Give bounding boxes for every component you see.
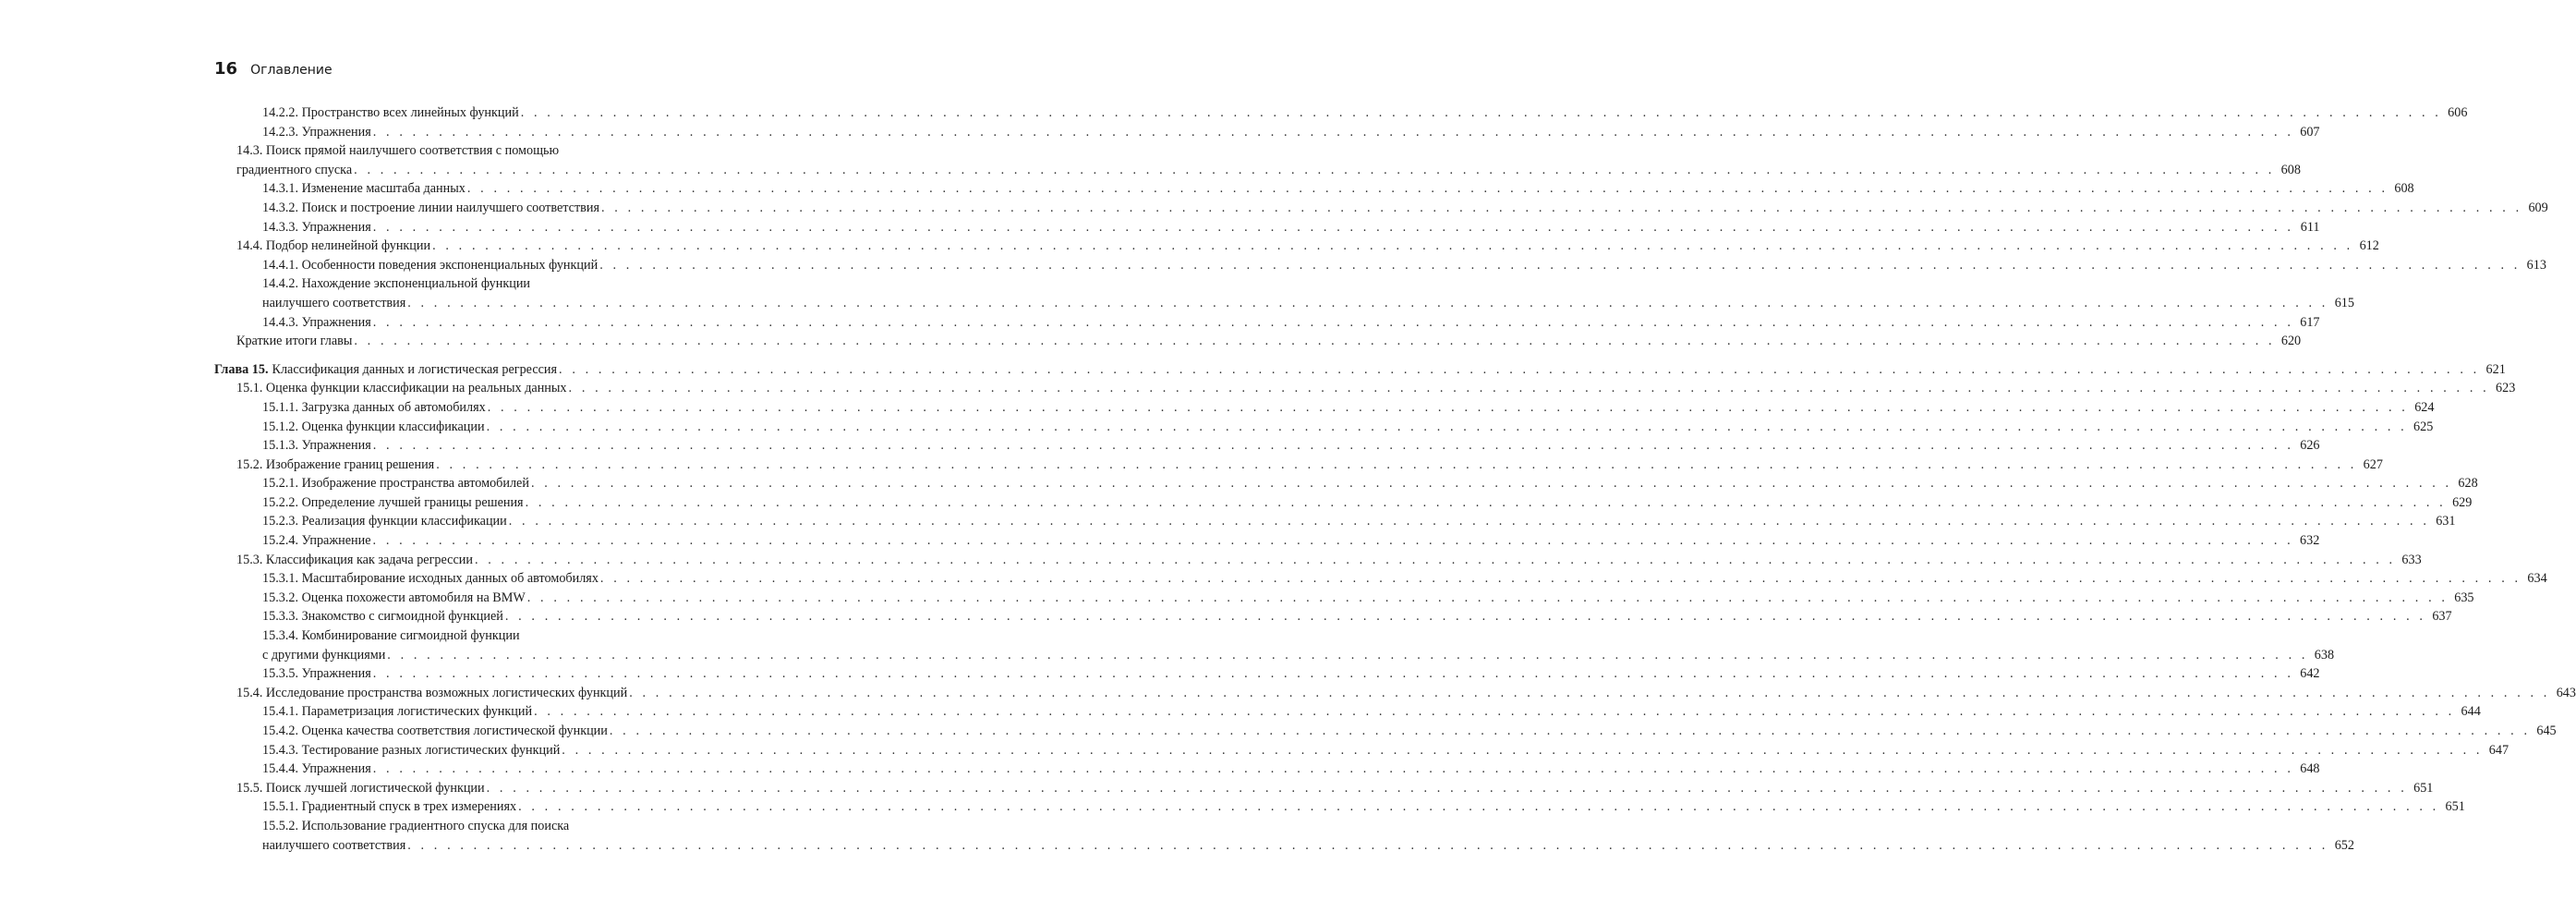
toc-page-number: 623 [2496, 381, 2516, 396]
toc-entry-line [262, 199, 2548, 218]
toc-entry-title-wrap [262, 607, 503, 626]
toc-entry-line [262, 836, 2354, 856]
dot-leader [509, 512, 2430, 531]
toc-entry-title-wrap [236, 161, 352, 180]
toc-page-number: 648 [2300, 761, 2320, 777]
toc-entry-line [262, 722, 2557, 741]
toc-entry [214, 313, 2320, 333]
toc-entry-line [262, 760, 2320, 779]
toc-page-number: 647 [2488, 742, 2509, 758]
toc-entry-line [236, 332, 2302, 351]
toc-page-number: 645 [2536, 723, 2557, 738]
toc-page-number: 644 [2461, 704, 2481, 720]
dot-leader [600, 569, 2522, 589]
toc-entry-title-wrap [214, 360, 557, 380]
toc-page-number: 609 [2528, 200, 2548, 215]
toc-entry-title: 14.3.3. Упражнения [262, 219, 371, 235]
toc-entry [214, 179, 2414, 199]
toc-entry-line [262, 418, 2434, 437]
toc-entry-title-line1: 15.5.2. Использование градиентного спуска для поиска [262, 818, 570, 833]
toc-entry [214, 199, 2548, 218]
toc-entry-title-wrap [262, 199, 599, 218]
toc-entry-title-wrap [262, 256, 598, 275]
toc-page-number: 611 [2300, 219, 2320, 235]
page-number: 16 [214, 59, 238, 79]
toc-entry-title: 15.5.1. Градиентный спуск в трех измерениях [262, 799, 517, 815]
dot-leader [467, 179, 2389, 199]
toc-page-number: 628 [2458, 476, 2478, 492]
toc-entry [214, 741, 2509, 760]
toc-entry-line [236, 551, 2422, 570]
toc-entry-title-wrap [262, 760, 371, 779]
toc-page-number: 638 [2314, 647, 2335, 663]
toc-entry-title: 15.2.1. Изображение пространства автомобилей [262, 476, 529, 492]
toc-entry [214, 398, 2435, 418]
dot-leader [373, 531, 2294, 551]
toc-entry-title: 14.4.1. Особенности поведения экспоненциальных функций [262, 257, 599, 273]
toc-page-number: 624 [2414, 399, 2435, 415]
toc-entry [214, 237, 2379, 256]
toc-entry-title: наилучшего соответствия [262, 295, 406, 310]
toc-entry-title-wrap [262, 836, 405, 856]
toc-entry-line [236, 684, 2576, 703]
toc-page-number: 633 [2401, 552, 2422, 567]
toc-page-number: 651 [2413, 780, 2434, 796]
toc-entry-title: наилучшего соответствия [262, 837, 406, 853]
dot-leader [601, 199, 2522, 218]
toc-entry-line [262, 294, 2354, 313]
toc-entry-title-wrap [262, 474, 529, 493]
toc-page-number: 613 [2526, 257, 2546, 273]
toc-entry-line [262, 741, 2509, 760]
toc-entry [214, 569, 2547, 589]
dot-leader [527, 589, 2449, 608]
running-header-title: Оглавление [250, 63, 333, 78]
toc-entry [214, 626, 2335, 664]
toc-entry-title-wrap [262, 123, 371, 142]
dot-leader [559, 360, 2480, 380]
toc-entry [214, 123, 2320, 142]
dot-leader [488, 398, 2409, 418]
toc-entry-line [214, 360, 2506, 380]
toc-entry-title-wrap [262, 512, 507, 531]
toc-entry-title: 15.3.5. Упражнения [262, 666, 371, 682]
toc-entry [214, 760, 2320, 779]
toc-page-number: 631 [2436, 514, 2456, 529]
dot-leader [610, 722, 2531, 741]
toc-entry-line [262, 474, 2478, 493]
toc-entry-title: 15.2.2. Определение лучшей границы решения [262, 494, 524, 510]
toc-entry [214, 702, 2481, 722]
toc-page-number: 643 [2556, 685, 2576, 700]
toc-entry [214, 797, 2465, 817]
dot-leader [373, 760, 2294, 779]
dot-leader [487, 779, 2408, 798]
toc-entry [214, 551, 2422, 570]
toc-entry [214, 817, 2354, 855]
toc-entry-line [236, 161, 2301, 180]
toc-entry [214, 418, 2434, 437]
toc-entry-line [262, 797, 2465, 817]
toc-entry-line [262, 103, 2468, 123]
dot-leader [373, 123, 2294, 142]
toc-entry-line [262, 179, 2414, 199]
chapter-label: Глава 15. [214, 361, 269, 377]
toc-entry-title-wrap [262, 218, 371, 237]
toc-entry-title: 14.2.3. Упражнения [262, 124, 371, 140]
toc-entry [214, 684, 2576, 703]
toc-entry [214, 141, 2301, 179]
dot-leader [534, 702, 2455, 722]
toc-page-number: 615 [2334, 295, 2354, 310]
dot-leader [521, 103, 2442, 123]
toc-entry-title-wrap [262, 702, 532, 722]
toc-page-number: 632 [2300, 533, 2320, 549]
toc-entry [214, 256, 2546, 275]
dot-leader [432, 237, 2353, 256]
toc-entry-title: 14.4. Подбор нелинейной функции [236, 238, 431, 254]
toc-entry-title: 15.2.4. Упражнение [262, 533, 371, 549]
toc-entry [214, 779, 2434, 798]
toc-entry-line [262, 218, 2320, 237]
dot-leader [562, 741, 2483, 760]
toc-entry-title: 15.1. Оценка функции классификации на реальных данных [236, 381, 567, 396]
dot-leader [531, 474, 2452, 493]
toc-entry-title-wrap [236, 456, 434, 475]
toc-entry [214, 436, 2320, 456]
toc-page-number: 637 [2432, 609, 2452, 625]
toc-page-number: 607 [2300, 124, 2320, 140]
toc-entry-line [262, 256, 2546, 275]
toc-entry-line [236, 456, 2383, 475]
dot-leader [629, 684, 2550, 703]
toc-entry-title: 15.4.3. Тестирование разных логистических функций [262, 742, 561, 758]
dot-leader [373, 664, 2294, 684]
toc-entry-title-wrap [262, 664, 371, 684]
toc-page-number: 621 [2485, 361, 2506, 377]
dot-leader [505, 607, 2426, 626]
toc-entry [214, 493, 2473, 513]
toc-entry-title: 15.4. Исследование пространства возможных логистических функций [236, 685, 628, 700]
toc-entry-title-wrap [262, 398, 486, 418]
toc-chapter-entry [214, 360, 2506, 380]
toc-entry-line [262, 569, 2547, 589]
toc-entry [214, 332, 2302, 351]
toc-entry-title: 15.3.2. Оценка похожести автомобиля на BMW [262, 590, 526, 605]
toc-entry-title-wrap [262, 646, 385, 665]
toc-entry-line [262, 512, 2456, 531]
toc-entry-line [262, 531, 2320, 551]
toc-entry-line [262, 398, 2435, 418]
toc-entry-line [262, 702, 2481, 722]
toc-entry-title-wrap [262, 436, 371, 456]
toc-page-number: 606 [2448, 105, 2468, 120]
toc-entry [214, 103, 2468, 123]
toc-entry-title-wrap [262, 179, 466, 199]
dot-leader [569, 379, 2490, 398]
toc-entry-title: 15.2.3. Реализация функции классификации [262, 514, 507, 529]
toc-entry-title: 15.3.1. Масштабирование исходных данных об автомобилях [262, 571, 599, 587]
toc-entry-title-wrap [236, 379, 567, 398]
toc-page-number: 626 [2300, 438, 2320, 454]
dot-leader [407, 294, 2328, 313]
toc-page-number: 652 [2334, 837, 2354, 853]
toc-entry [214, 664, 2320, 684]
toc-entry [214, 607, 2452, 626]
toc-entry [214, 456, 2383, 475]
toc-entry-line [236, 237, 2379, 256]
toc-page-number: 627 [2363, 456, 2383, 472]
toc-entry-title-line1: 15.3.4. Комбинирование сигмоидной функции [262, 628, 520, 644]
dot-leader [354, 161, 2275, 180]
toc-entry-title-wrap [236, 779, 485, 798]
toc-entry-title: 14.3.1. Изменение масштаба данных [262, 181, 466, 197]
toc-entry-title-wrap [236, 684, 627, 703]
dot-leader [436, 456, 2357, 475]
toc-entry-title: 15.4.4. Упражнения [262, 761, 371, 777]
toc-entry-line [236, 379, 2516, 398]
dot-leader [487, 418, 2408, 437]
toc-entry-title-wrap [236, 332, 352, 351]
toc-entry-title-line1: 14.4.2. Нахождение экспоненциальной функции [262, 276, 531, 292]
toc-page-number: 608 [2280, 162, 2301, 177]
toc-entry [214, 589, 2474, 608]
toc-page-number: 629 [2452, 494, 2473, 510]
toc-entry-title-wrap [262, 531, 371, 551]
toc-page-number: 617 [2300, 314, 2320, 330]
toc-entry-title: 14.2.2. Пространство всех линейных функций [262, 105, 519, 120]
toc-entry-title: 14.4.3. Упражнения [262, 314, 371, 330]
toc-entry-line [262, 436, 2320, 456]
toc-entry-title-wrap [262, 103, 519, 123]
toc-entry [214, 379, 2516, 398]
toc-entry-title: градиентного спуска [236, 162, 353, 177]
toc-page-number: 634 [2527, 571, 2547, 587]
toc-entry [214, 722, 2557, 741]
toc-entry-line [236, 779, 2434, 798]
dot-leader [387, 646, 2308, 665]
toc-entry-title-wrap [262, 741, 560, 760]
toc-entry-title: Классификация данных и логистическая регрессия [272, 361, 558, 377]
toc-entry-title: 15.3. Классификация как задача регрессии [236, 552, 473, 567]
toc-entry-title: 15.1.1. Загрузка данных об автомобилях [262, 399, 486, 415]
toc-entry-line [262, 589, 2474, 608]
toc-entry-title: 15.2. Изображение границ решения [236, 456, 435, 472]
toc-entry-title: с другими функциями [262, 647, 386, 663]
toc-page-number: 620 [2280, 334, 2302, 349]
toc-entry [214, 274, 2354, 312]
toc-entry [214, 531, 2320, 551]
toc-entry-line [262, 313, 2320, 333]
toc-entry-title-wrap [262, 313, 371, 333]
toc-entry-line [262, 664, 2320, 684]
toc-entry-title: 15.1.3. Упражнения [262, 438, 371, 454]
toc-entry-title-wrap [262, 418, 485, 437]
toc-entry-line [262, 607, 2452, 626]
toc-entry-title-wrap [262, 493, 524, 513]
toc-entry [214, 474, 2478, 493]
toc-entry-title: 15.5. Поиск лучшей логистической функции [236, 780, 485, 796]
dot-leader [354, 332, 2275, 351]
toc-entry-title: 15.1.2. Оценка функции классификации [262, 419, 485, 434]
toc-page-number: 635 [2454, 590, 2474, 605]
toc-entry-title-wrap [236, 237, 430, 256]
toc-page-number: 625 [2413, 419, 2434, 434]
toc-entry-title: 15.4.2. Оценка качества соответствия логистической функции [262, 723, 608, 738]
dot-leader [373, 218, 2294, 237]
dot-leader [518, 797, 2439, 817]
toc-entry-title-wrap [262, 294, 405, 313]
toc-entry-title-line1: 14.3. Поиск прямой наилучшего соответствия с помощью [236, 143, 560, 159]
toc-page-number: 608 [2394, 181, 2414, 197]
toc-entry-title-wrap [262, 797, 516, 817]
toc-entry-title: 15.4.1. Параметризация логистических функций [262, 704, 533, 720]
toc-entry-title: Краткие итоги главы [236, 334, 353, 349]
toc-entry-title-wrap [262, 722, 608, 741]
table-of-contents [214, 103, 2576, 855]
page-header [214, 59, 333, 81]
toc-entry-title-wrap [236, 551, 473, 570]
toc-entry [214, 512, 2456, 531]
toc-page-number: 651 [2445, 799, 2465, 815]
toc-entry-title: 14.3.2. Поиск и построение линии наилучшего соответствия [262, 200, 599, 215]
dot-leader [373, 313, 2294, 333]
toc-entry-line [262, 493, 2473, 513]
toc-page-number: 612 [2359, 238, 2379, 254]
dot-leader [526, 493, 2447, 513]
toc-entry-title-wrap [262, 589, 526, 608]
toc-entry-title-wrap [262, 569, 599, 589]
toc-page-number: 642 [2300, 666, 2320, 682]
toc-entry [214, 218, 2320, 237]
toc-entry-title: 15.3.3. Знакомство с сигмоидной функцией [262, 609, 503, 625]
toc-entry-line [262, 646, 2335, 665]
toc-entry-line [262, 123, 2320, 142]
dot-leader [407, 836, 2328, 856]
dot-leader [475, 551, 2396, 570]
dot-leader [599, 256, 2521, 275]
dot-leader [373, 436, 2294, 456]
